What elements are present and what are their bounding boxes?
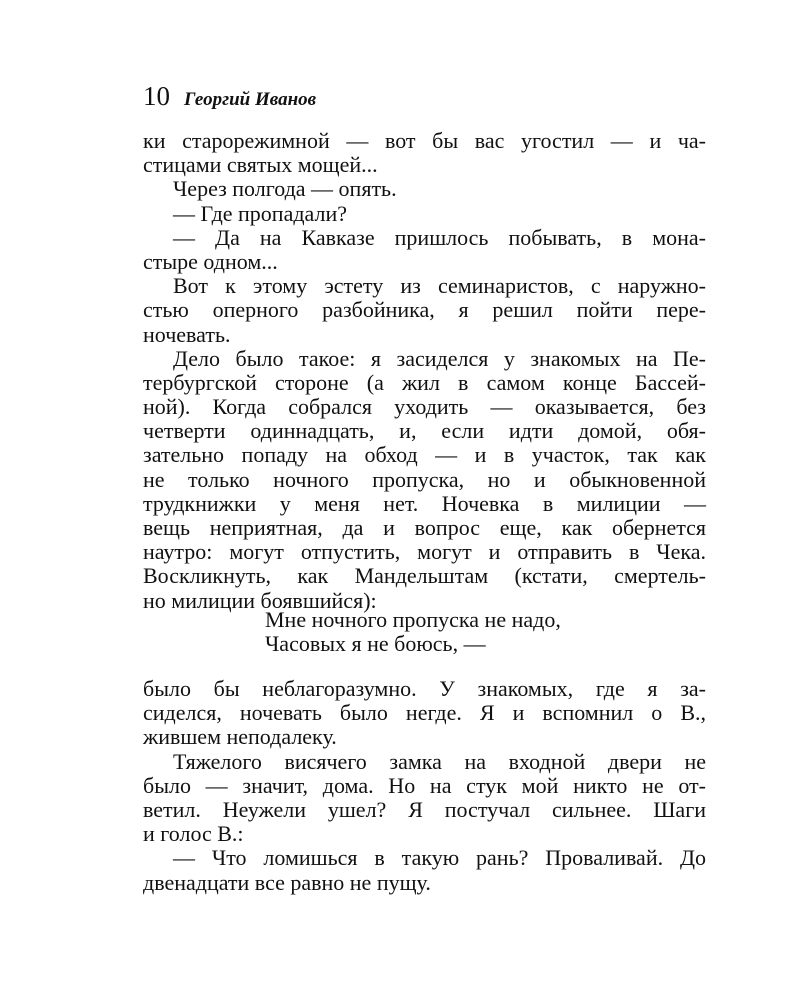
text-line: вещь неприятная, да и вопрос еще, как обернется [143, 515, 706, 540]
text-line: было — значит, дома. Но на стук мой никто не от- [143, 772, 706, 798]
running-head-author: Георгий Иванов [184, 89, 317, 110]
text-line: сиделся, ночевать было негде. Я и вспомнил о В., [143, 700, 706, 726]
prose-block-2 [143, 677, 706, 895]
text-line: зательно попаду на обход — и в участок, так как [143, 442, 706, 468]
prose-block-1 [143, 129, 706, 613]
text-line: Через полгода — опять. [173, 176, 397, 202]
text-line: Воскликнуть, как Мандельштам (кстати, смертель- [143, 563, 706, 589]
verse-block [265, 608, 665, 656]
text-line: ной). Когда собрался уходить — оказывается, без [143, 394, 706, 420]
verse-line: Мне ночного пропуска не надо, [265, 607, 561, 632]
page-header [143, 81, 316, 115]
text-line: тербургской стороне (а жил в самом конце Бассей- [143, 369, 706, 395]
text-line: ночевать. [143, 321, 231, 347]
verse-line: Часовых я не боюсь, — [265, 631, 486, 657]
text-line: было бы неблагоразумно. У знакомых, где я за- [143, 676, 706, 701]
text-line: — Что ломишься в такую рань? Проваливай. До [173, 845, 706, 871]
page-number: 10 [143, 81, 170, 111]
text-line: ветил. Неужели ушел? Я постучал сильнее. Шаги [143, 796, 706, 822]
text-line: стью оперного разбойника, я решил пойти пере- [143, 297, 706, 323]
text-line: Тяжелого висячего замка на входной двери не [173, 748, 706, 774]
text-line: — Где пропадали? [173, 200, 348, 226]
text-line: Дело было такое: я засиделся у знакомых на Пе- [173, 345, 706, 371]
text-line: но милиции боявшийся): [143, 587, 377, 613]
text-line: Вот к этому эстету из семинаристов, с наружно- [173, 273, 706, 299]
text-line: ки старорежимной — вот бы вас угостил — и ча- [143, 128, 706, 153]
text-line: трудкнижки у меня нет. Ночевка в милиции — [143, 490, 706, 516]
text-line: — Да на Кавказе пришлось побывать, в мона- [173, 224, 706, 250]
text-line: наутро: могут отпустить, могут и отправить в Чека. [143, 539, 706, 565]
text-line: стицами святых мощей... [143, 152, 378, 178]
text-line: стыре одном... [143, 248, 278, 274]
text-line: не только ночного пропуска, но и обыкновенной [143, 466, 706, 492]
text-line: четверти одиннадцать, и, если идти домой, обя- [143, 418, 706, 444]
text-line: двенадцати все равно не пущу. [143, 869, 431, 895]
text-line: жившем неподалеку. [143, 724, 337, 750]
text-line: и голос В.: [143, 821, 244, 847]
